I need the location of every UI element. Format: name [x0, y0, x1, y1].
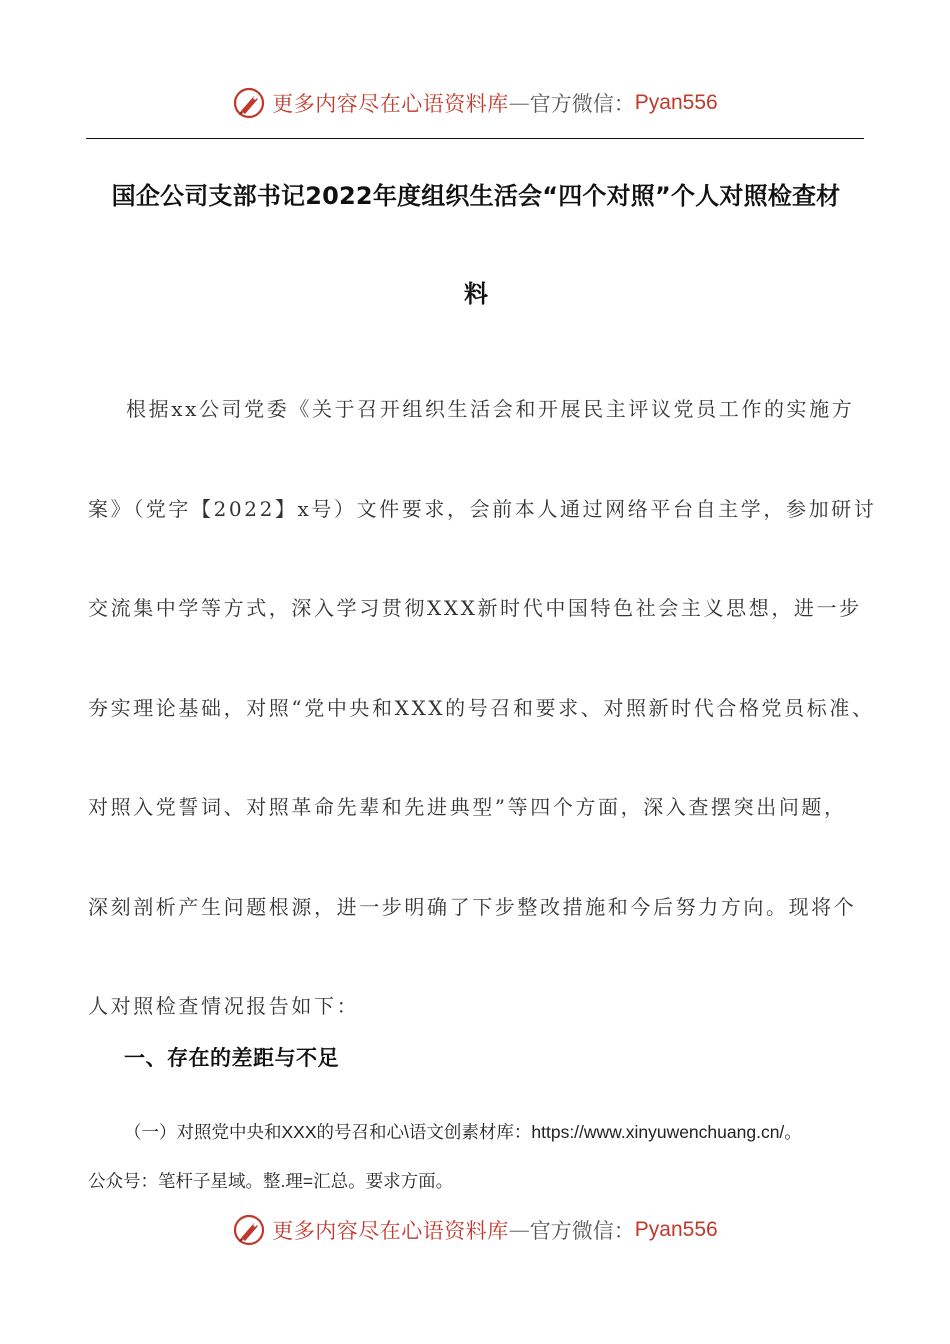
- paragraph-line: 交流集中学等方式，深入学习贯彻XXX新时代中国特色社会主义思想，进一步: [88, 596, 862, 620]
- paragraph-line: 根据xx公司党委《关于召开组织生活会和开展民主评议党员工作的实施方: [126, 397, 855, 421]
- pen-nib-logo-icon: [232, 1213, 266, 1247]
- footer-banner: [0, 1205, 950, 1255]
- subsection-line: （一）对照党中央和XXX的号召和心\语文创素材库：https://www.xinyuwenchuang.cn/。: [124, 1122, 802, 1142]
- paragraph-line: 对照入党誓词、对照革命先辈和先进典型”等四个方面，深入查摆突出问题，: [88, 795, 847, 819]
- subsection-paragraph: [88, 1108, 868, 1206]
- title-line-1: 国企公司支部书记2022年度组织生活会“四个对照”个人对照检查材: [111, 182, 841, 210]
- intro-paragraph: [88, 360, 877, 1057]
- banner-separator: —: [508, 1218, 530, 1242]
- paragraph-line: 深刻剖析产生问题根源，进一步明确了下步整改措施和今后努力方向。现将个: [88, 894, 857, 919]
- header-banner: [0, 78, 950, 128]
- banner-wechat-label: 官方微信：: [529, 92, 635, 116]
- banner-slogan: 更多内容尽在心语资料库: [272, 1219, 509, 1243]
- title-line-2: 料: [464, 280, 488, 308]
- subsection-line: 公众号：笔杆子星域。整.理=汇总。要求方面。: [88, 1171, 454, 1191]
- banner-wechat-id: Pyan556: [634, 1218, 718, 1241]
- banner-separator: —: [508, 91, 530, 115]
- document-title: [88, 170, 864, 344]
- paragraph-line: 夯实理论基础，对照“党中央和XXX的号召和要求、对照新时代合格党员标准、: [88, 695, 875, 720]
- pen-nib-logo-icon: [232, 86, 266, 120]
- banner-wechat-label: 官方微信：: [529, 1219, 635, 1243]
- header-divider: [86, 138, 864, 139]
- paragraph-line: 案》（党字【2022】x号）文件要求，会前本人通过网络平台自主学，参加研讨: [88, 496, 877, 521]
- banner-wechat-id: Pyan556: [634, 91, 718, 114]
- section-heading: 一、存在的差距与不足: [124, 1046, 339, 1070]
- banner-slogan: 更多内容尽在心语资料库: [272, 92, 509, 116]
- paragraph-line: 人对照检查情况报告如下：: [88, 994, 360, 1018]
